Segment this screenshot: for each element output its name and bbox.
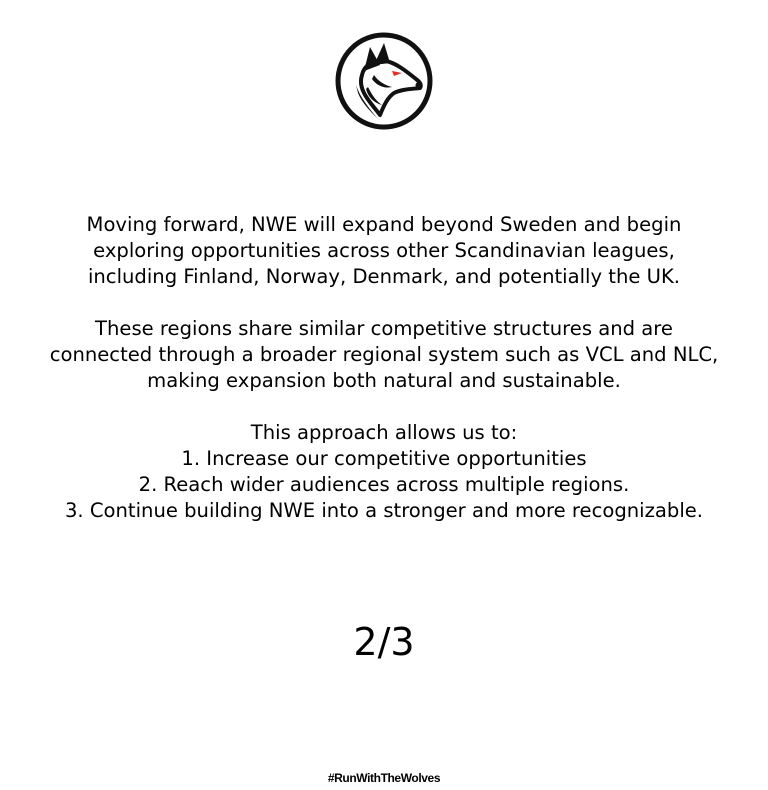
text-line: This approach allows us to: — [250, 421, 518, 444]
paragraph-expansion — [0, 212, 768, 290]
list-item: 2. Reach wider audiences across multiple regions. — [138, 473, 630, 496]
text-line: exploring opportunities across other Scandinavian leagues, — [93, 239, 675, 262]
text-line: These regions share similar competitive structures and are — [95, 317, 673, 340]
hashtag: #RunWithTheWolves — [327, 771, 441, 785]
text-line: Moving forward, NWE will expand beyond Sweden and begin — [86, 213, 682, 236]
list-item: 1. Increase our competitive opportunities — [181, 447, 587, 470]
text-line: making expansion both natural and sustainable. — [147, 369, 621, 392]
list-item: 3. Continue building NWE into a stronger and more recognizable. — [64, 499, 704, 522]
text-line: including Finland, Norway, Denmark, and potentially the UK. — [87, 265, 681, 288]
page-indicator: 2/3 — [353, 620, 415, 664]
wolf-logo — [334, 31, 434, 131]
paragraph-approach — [0, 420, 768, 524]
text-line: connected through a broader regional system such as VCL and NLC, — [49, 343, 719, 366]
body-text — [0, 212, 768, 524]
wolf-head-icon — [334, 31, 434, 131]
wolf-nose — [416, 83, 421, 88]
paragraph-regions — [0, 316, 768, 394]
